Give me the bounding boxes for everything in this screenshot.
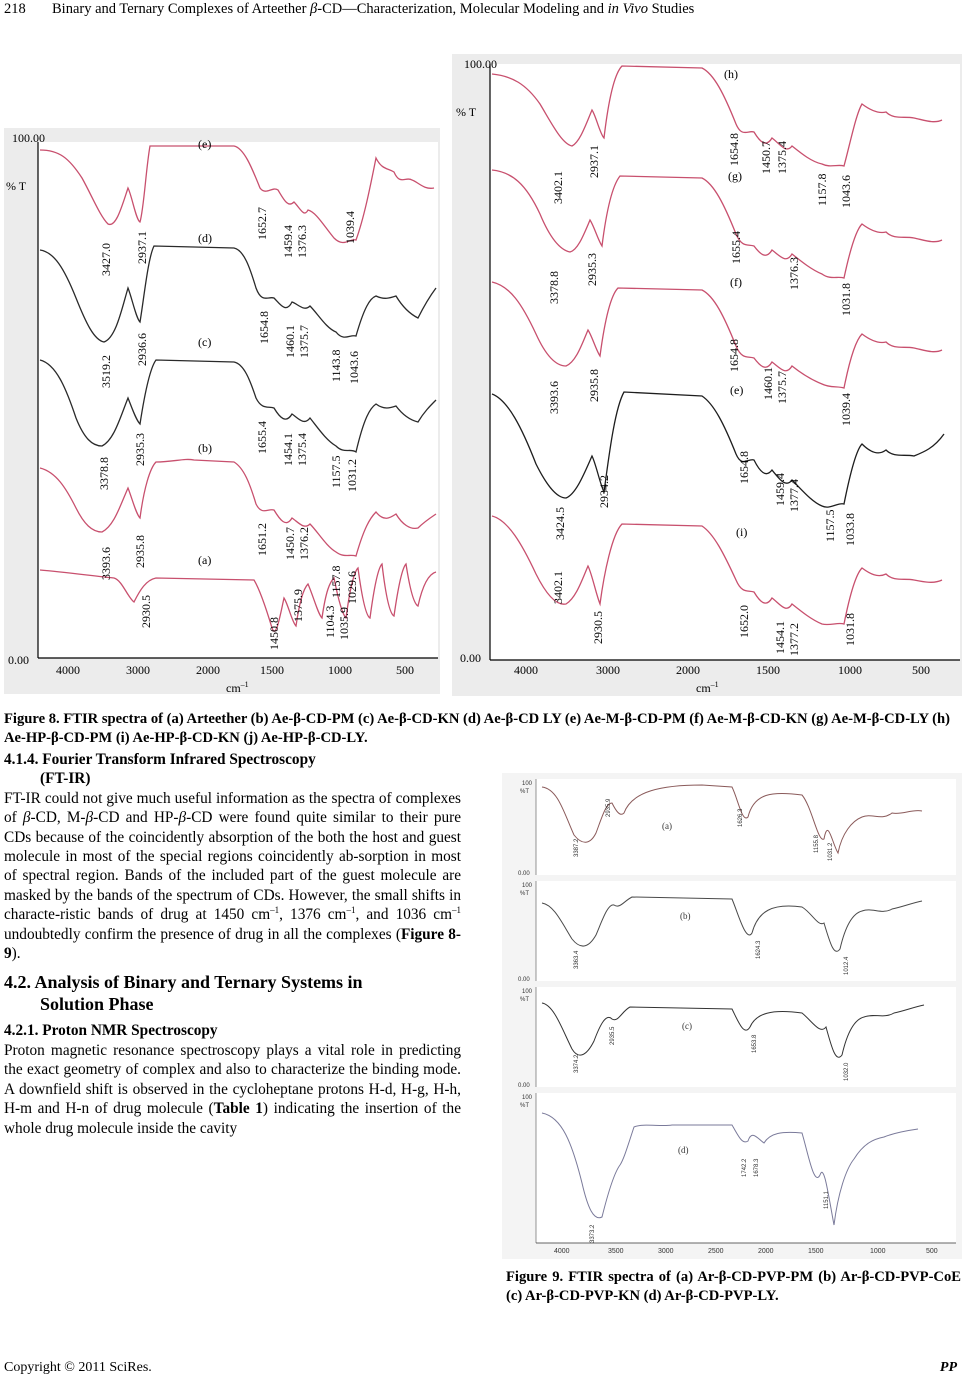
curve-label-a: (a)	[198, 553, 212, 567]
x-tick: 2500	[708, 1248, 724, 1255]
curve-label-f: (f)	[730, 275, 742, 289]
section-heading-4-2-1: 4.2.1. Proton NMR Spectroscopy	[4, 1022, 218, 1040]
x-tick: 4000	[514, 663, 538, 677]
superscript: –1	[452, 905, 461, 916]
figure9	[502, 773, 962, 1259]
x-tick: 1000	[870, 1248, 886, 1255]
section-heading-4-2	[4, 971, 461, 1015]
peak-label: 1012.4	[844, 956, 850, 975]
peak-label: 2935.8	[133, 535, 147, 568]
peak-label: 3393.6	[99, 547, 113, 580]
peak-label: 3387.2	[574, 838, 580, 857]
figure9-panel-a	[518, 779, 956, 877]
peak-label: 1033.8	[843, 513, 857, 546]
peak-label: 1151.1	[824, 1191, 830, 1209]
x-tick: 500	[926, 1248, 938, 1255]
section-heading-4-1-4	[4, 750, 461, 789]
peak-label: 3402.1	[551, 171, 565, 204]
title-part: Binary and Ternary Complexes of Arteether	[52, 1, 311, 17]
peak-label: 3427.0	[99, 243, 113, 276]
figure8-right-panel	[452, 54, 962, 696]
peak-label: 1031.8	[839, 283, 853, 316]
peak-label: 1043.6	[839, 175, 853, 208]
curve-label-c: (c)	[198, 335, 212, 349]
panel-label-d: (d)	[678, 1145, 689, 1155]
text-run: , and 1036 cm	[355, 906, 452, 924]
y-top: 100	[522, 989, 533, 995]
beta: β	[85, 809, 94, 827]
y-bottom: 0.00	[518, 977, 530, 983]
copyright: Copyright © 2011 SciRes.	[4, 1360, 152, 1375]
panel-label-a: (a)	[662, 821, 672, 831]
peak-label: 1652.0	[737, 605, 751, 638]
peak-label: 3374.2	[574, 1054, 580, 1073]
curve-label-e: (e)	[730, 383, 744, 397]
caption-text: FTIR spectra of (a) Ar-β-CD-PVP-PM (b) Ar-β-CD-PVP-CoE (c) Ar-β-CD-PVP-KN (d) Ar-β-CD-PVP-LY.	[506, 1269, 961, 1304]
text-run: -CD, M-	[30, 809, 86, 827]
text-run: -CD and HP-	[93, 809, 179, 827]
figure-reference: Figure 8-9	[4, 925, 461, 963]
peak-label: 3378.8	[547, 271, 561, 304]
peak-label: 1031.2	[345, 459, 359, 492]
peak-label: 2935.9	[606, 798, 612, 817]
peak-label: 1742.2	[742, 1158, 748, 1177]
plot-bg	[38, 142, 438, 658]
peak-label: 1654.8	[727, 133, 741, 166]
peak-label: 1143.8	[329, 349, 343, 382]
peak-label: 1155.8	[814, 835, 820, 853]
running-header	[0, 0, 965, 20]
x-unit-sup: –1	[710, 680, 719, 689]
y-label: %T	[520, 789, 529, 795]
peak-label: 1031.2	[828, 842, 834, 861]
peak-label: 2935.8	[587, 369, 601, 402]
y-bottom-label: 0.00	[8, 653, 29, 667]
heading-line: Solution Phase	[40, 994, 154, 1015]
peak-label: 1157.8	[329, 565, 343, 598]
x-tick: 3000	[658, 1248, 674, 1255]
x-tick: 2000	[196, 663, 220, 677]
x-tick: 3000	[126, 663, 150, 677]
heading-line: 4.2. Analysis of Binary and Ternary Systems in	[4, 972, 363, 993]
peak-label: 1035.9	[337, 607, 351, 640]
peak-label: 1654.8	[727, 339, 741, 372]
peak-label: 1653.8	[752, 1034, 758, 1053]
peak-label: 1454.1	[773, 621, 787, 654]
peak-label: 1039.4	[343, 211, 357, 244]
y-bottom: 0.00	[518, 1083, 530, 1089]
text-run: ).	[11, 945, 21, 963]
y-label: %T	[520, 1103, 529, 1109]
text-run: ) indicating the insertion of the whole drug molecule inside the cavity	[4, 1100, 461, 1137]
y-bottom-label: 0.00	[460, 651, 481, 665]
peak-label: 3393.6	[547, 381, 561, 414]
x-tick: 1000	[838, 663, 862, 677]
peak-label: 1032.0	[844, 1062, 850, 1081]
peak-label: 1654.8	[737, 451, 751, 484]
paragraph-ftir	[4, 789, 461, 964]
caption-label: Figure 9.	[506, 1269, 564, 1285]
peak-label: 3363.4	[574, 950, 580, 969]
peak-label: 2930.5	[591, 611, 605, 644]
peak-label: 1450.7	[283, 527, 297, 560]
y-axis-label: % T	[456, 105, 477, 119]
peak-label: 1375.4	[775, 141, 789, 174]
peak-label: 3424.5	[553, 507, 567, 540]
peak-label: 1450.7	[759, 141, 773, 174]
title-beta: β	[310, 1, 318, 17]
x-tick: 2000	[758, 1248, 774, 1255]
x-tick: 1000	[328, 663, 352, 677]
text-run: undoubtedly confirm the presence of drug in all the complexes (	[4, 925, 401, 943]
peak-label: 2935.3	[133, 433, 147, 466]
peak-label: 1104.3	[323, 605, 337, 638]
peak-label: 3378.8	[97, 457, 111, 490]
page-number: 218	[4, 1, 26, 17]
figure9-caption	[506, 1268, 961, 1306]
table-reference: Table 1	[213, 1100, 263, 1118]
peak-label: 1029.6	[345, 571, 359, 604]
left-column	[4, 750, 461, 1138]
curve-label-i: (i)	[736, 525, 748, 539]
page-footer	[4, 1360, 961, 1376]
figure9-panel-d	[520, 1093, 956, 1243]
peak-label: 2937.1	[587, 145, 601, 178]
peak-label: 1626.3	[738, 808, 744, 827]
peak-label: 1678.3	[754, 1158, 760, 1177]
x-tick: 3500	[608, 1248, 624, 1255]
figure8-left-panel	[4, 128, 440, 694]
peak-label: 1651.2	[255, 523, 269, 556]
journal-abbrev: PP	[939, 1360, 957, 1375]
x-tick: 500	[396, 663, 414, 677]
peak-label: 1031.8	[843, 613, 857, 646]
title-part: -CD—Characterization, Molecular Modeling and	[317, 1, 608, 17]
x-tick: 3000	[596, 663, 620, 677]
peak-label: 2930.5	[139, 595, 153, 628]
peak-label: 2935.5	[610, 1026, 616, 1045]
heading-line: (FT-IR)	[40, 770, 91, 788]
x-tick: 1500	[260, 663, 284, 677]
y-label: %T	[520, 891, 529, 897]
y-axis-label: % T	[6, 179, 27, 193]
peak-label: 1655.4	[255, 421, 269, 454]
text-run: , 1376 cm	[279, 906, 347, 924]
peak-label: 1652.7	[255, 207, 269, 240]
x-tick: 4000	[56, 663, 80, 677]
title-italic: in Vivo	[607, 1, 648, 17]
y-top-label: 100.00	[464, 57, 497, 71]
panel-label-b: (b)	[680, 911, 691, 921]
beta: β	[178, 809, 187, 827]
x-tick: 4000	[554, 1248, 570, 1255]
peak-label: 3519.2	[99, 355, 113, 388]
peak-label: 2935.3	[585, 253, 599, 286]
x-tick: 1500	[808, 1248, 824, 1255]
peak-label: 1375.4	[295, 433, 309, 466]
peak-label: 1377.4	[787, 479, 801, 512]
text-run: -CD were found quite similar to their pure CDs because of the coincidently absorption of the both the host and guest molecule in most of the special regions coincidently ab-sorption in most of spectral region. Bands of the included part of the guest molecule are masked by the bands of the spectrum of CDs. However, the small shifts in characte-ristic bands of drug at 1450 cm	[4, 809, 461, 924]
peak-label: 1654.8	[257, 311, 271, 344]
curve-label-b: (b)	[198, 441, 212, 455]
peak-label: 1655.4	[729, 231, 743, 264]
beta: β	[22, 809, 31, 827]
peak-label: 1375.7	[775, 371, 789, 404]
peak-label: 2934.2	[597, 475, 611, 508]
peak-label: 3373.2	[590, 1224, 596, 1243]
y-top: 100	[522, 883, 533, 889]
paragraph-nmr	[4, 1041, 461, 1138]
figure8-left-chart	[4, 128, 440, 694]
peak-label: 1157.5	[329, 455, 343, 488]
panel-label-c: (c)	[682, 1021, 692, 1031]
y-top: 100	[522, 781, 533, 787]
peak-label: 1454.1	[281, 433, 295, 466]
y-label: %T	[520, 997, 529, 1003]
peak-label: 1157.5	[823, 509, 837, 542]
x-unit: cm	[696, 681, 711, 695]
peak-label: 2936.6	[135, 333, 149, 366]
y-bottom: 0.00	[518, 871, 530, 877]
peak-label: 2937.1	[135, 231, 149, 264]
caption-text: FTIR spectra of (a) Arteether (b) Ae-β-CD-PM (c) Ae-β-CD-KN (d) Ae-β-CD LY (e) Ae-M-β-CD-PM (f) Ae-M-β-CD-KN (g) Ae-M-β-CD-LY (h) Ae-HP-β-CD-PM (i) Ae-HP-β-CD-KN (j) Ae-HP-β-CD-LY.	[4, 711, 950, 746]
peak-label: 1039.4	[839, 393, 853, 426]
curve-label-h: (h)	[724, 67, 738, 81]
panel-plot-bg	[536, 779, 956, 875]
peak-label: 1460.1	[283, 325, 297, 358]
panel-plot-bg	[536, 987, 956, 1087]
x-unit-sup: –1	[240, 680, 249, 689]
text-run: FT-IR could not give much useful information as the spectra of complexes of	[4, 789, 461, 827]
y-top-label: 100.00	[12, 131, 45, 145]
x-unit: cm	[226, 681, 241, 694]
caption-label: Figure 8.	[4, 711, 60, 727]
panel-plot-bg	[536, 881, 956, 981]
curve-label-d: (d)	[198, 231, 212, 245]
peak-label: 1459.4	[773, 473, 787, 506]
peak-label: 1459.4	[281, 225, 295, 258]
y-top: 100	[522, 1095, 533, 1101]
peak-label: 1157.8	[815, 173, 829, 206]
peak-label: 3402.1	[551, 571, 565, 604]
peak-label: 1460.1	[761, 367, 775, 400]
curve-label-g: (g)	[728, 169, 742, 183]
superscript: –1	[270, 905, 280, 916]
peak-label: 1376.2	[297, 527, 311, 560]
x-tick: 1500	[756, 663, 780, 677]
peak-label: 1376.3	[295, 225, 309, 258]
title-part: Studies	[647, 1, 695, 17]
peak-label: 1377.2	[787, 623, 801, 656]
heading-line: 4.1.4. Fourier Transform Infrared Spectroscopy	[4, 751, 316, 768]
x-tick: 2000	[676, 663, 700, 677]
figure8-right-chart	[452, 54, 962, 696]
x-tick: 500	[912, 663, 930, 677]
peak-label: 1375.9	[291, 589, 305, 622]
peak-label: 1043.6	[347, 351, 361, 384]
text-run: Proton magnetic resonance spectroscopy plays a vital role in predicting the exact geometry of complex and also to characterize the binding mode. A downfield shift is observed in the cycloheptane protons H-d, H-g, H-h, H-m and H-n of drug molecule (	[4, 1041, 461, 1118]
peak-label: 1375.7	[297, 325, 311, 358]
figure9-panel-c	[518, 987, 956, 1089]
figure9-chart	[502, 773, 962, 1259]
figure8-caption	[4, 710, 961, 748]
peak-label: 1450.8	[267, 617, 281, 650]
plot-bg	[490, 64, 960, 660]
peak-label: 1624.3	[756, 940, 762, 959]
peak-label: 1376.3	[787, 257, 801, 290]
figure9-panel-b	[518, 881, 956, 983]
running-title	[52, 1, 694, 18]
curve-label-e: (e)	[198, 137, 212, 151]
superscript: –1	[346, 905, 356, 916]
